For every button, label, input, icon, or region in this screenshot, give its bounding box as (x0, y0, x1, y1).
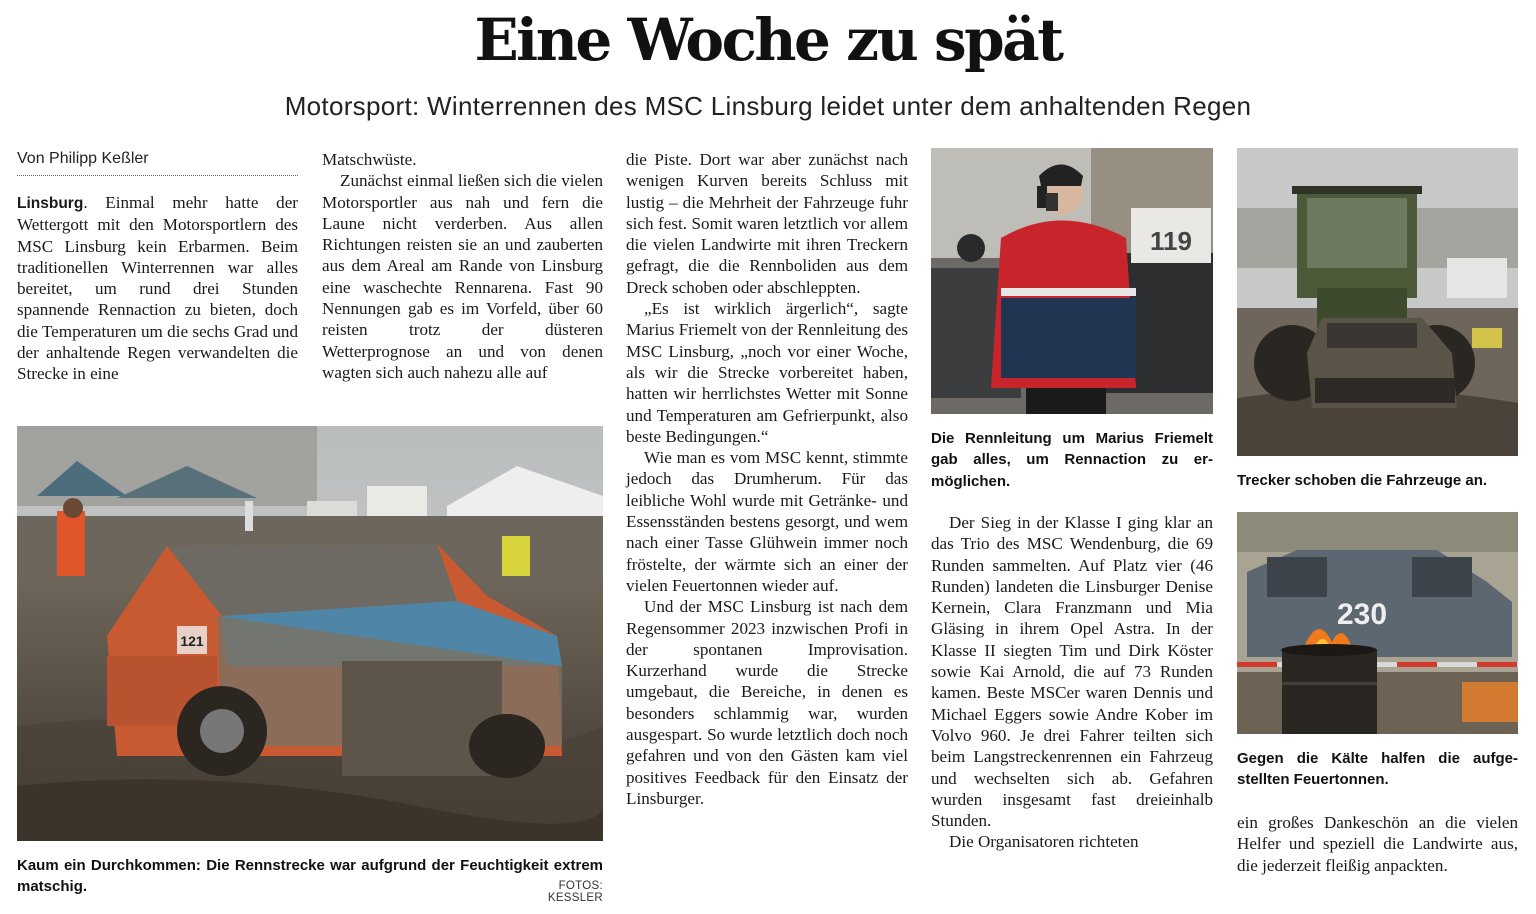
paragraph: Matschwüste. (322, 150, 417, 169)
photo-race-official (931, 148, 1213, 414)
paragraph: die Piste. Dort war aber zunächst nach wenigen Kurven bereits Schluss mit lustig – die Mehrheit der Fahrzeuge fuhr sich fest. Somit waren letztlich vor allem die vielen Landwirte mit ihren Treckern gefragt, die die Rennboliden aus dem Dreck schoben oder abschleppten. (626, 150, 908, 297)
paragraph: Wie man es vom MSC kennt, stimmte jedoch das Drumherum. Für das leibliche Wohl wurde mit Getränke- und Essensständen bestens gesorgt, und wem nach einer Tasse Glühwein immer noch fröstelte, der wärmte sich an einer der vielen Feuertonnen wieder auf. (626, 448, 908, 595)
subheadline: Motorsport: Winterrennen des MSC Linsburg leidet unter dem anhaltenden Regen (284, 91, 1252, 121)
paragraph: ein großes Dankeschön an die vielen Helfer und speziell die Landwirte aus, die jederzeit fleißig anpackten. (1237, 813, 1518, 875)
paragraph: Der Sieg in der Klasse I ging klar an das Trio des MSC Wendenburg, die 69 Runden sammelten. Auf Platz vier (46 Runden) landeten die Linsburger Denise Kernein, Clara Franzmann und Mia Gläsing in ihrem Opel Astra. In der Klasse II siegten Tim und Dirk Köster sowie Kai Arnold, die auf 73 Runden kamen. Beste MSCer waren Dennis und Michael Eggers sowie Andre Kober im Volvo 960. Je drei Fahrer teilten sich beim Langstreckenrennen ein Fahrzeug und wechselten sich ab. Gefahren wurden insgesamt fast dreieinhalb Stunden. (931, 513, 1213, 831)
bg-car-number: 119 (1150, 226, 1192, 256)
fire-car-number: 230 (1336, 598, 1388, 631)
paragraph: Zunächst einmal ließen sich die vielen Motorsportler aus nah und fern die Laune nicht verderben. Aus allen Richtungen reisten sie an und zauberten aus dem Areal am Rande von Linsburg eine waschechte Rennarena. Fast 90 Nennungen gab es im Vorfeld, über 60 reisten trotz der düsteren Wetterprognose an und von denen wagten sich auch nahezu alle auf (322, 171, 603, 382)
main-photo-caption: Kaum ein Durchkommen: Die Rennstrecke war aufgrund der Feuchtigkeit extrem matschig. (17, 857, 603, 896)
headline: Eine Woche zu spät (474, 6, 1062, 74)
dateline: Linsburg (17, 195, 84, 212)
photo-tractor (1237, 148, 1518, 456)
byline: Von Philipp Keßler (17, 149, 298, 176)
paragraph: Und der MSC Linsburg ist nach dem Regensommer 2023 inzwischen Profi in der spontanen Improvisation. Kurzerhand wurde die Strecke umgebaut, die Bereiche, in denen es besonders schlammig war, wurden ausgespart. So wurde letztlich doch noch gefahren und von den Gästen kam viel positives Feedback für den Einsatz der Linsburger. (626, 597, 908, 808)
photo-official-caption: Die Rennleitung um Marius Friemelt gab alles, um Rennaction zu ermöglichen. (931, 430, 1213, 490)
article-column-4 (931, 512, 1213, 853)
photo-credit: FOTOS: KESSLER (547, 880, 603, 904)
photo-tractor-caption: Trecker schoben die Fahrzeuge an. (1237, 472, 1488, 489)
article-column-2 (322, 149, 603, 383)
column-1-text: . Einmal mehr hatte der Wettergott mit den Motorsportlern des MSC Linsburg kein Erbarmen. Beim traditionellen Winterrennen war alles bereitet, um rund drei Stunden spannende Rennaction zu bieten, doch die Temperaturen um die sechs Grad und der anhaltende Regen verwandelten die Strecke in eine (17, 193, 298, 384)
photo-fire-barrel (1237, 512, 1518, 734)
paragraph: Die Organisatoren richteten (949, 832, 1139, 852)
car-number: 121 (180, 633, 204, 649)
article-column-1 (17, 192, 298, 385)
paragraph: „Es ist wirklich ärgerlich“, sagte Marius Friemelt von der Rennleitung des MSC Linsburg, „noch vor einer Woche, als wir die Strecke vorbereitet haben, hatten wir herrlichstes Wetter mit Sonne und Temperaturen am Gefrierpunkt, also beste Bedingungen.“ (626, 299, 908, 446)
article-column-5 (1237, 812, 1518, 876)
article-column-3 (626, 149, 908, 809)
photo-fire-caption: Gegen die Kälte halfen die aufgestellten Feuertonnen. (1237, 750, 1518, 789)
main-photo-race-car (17, 426, 603, 841)
